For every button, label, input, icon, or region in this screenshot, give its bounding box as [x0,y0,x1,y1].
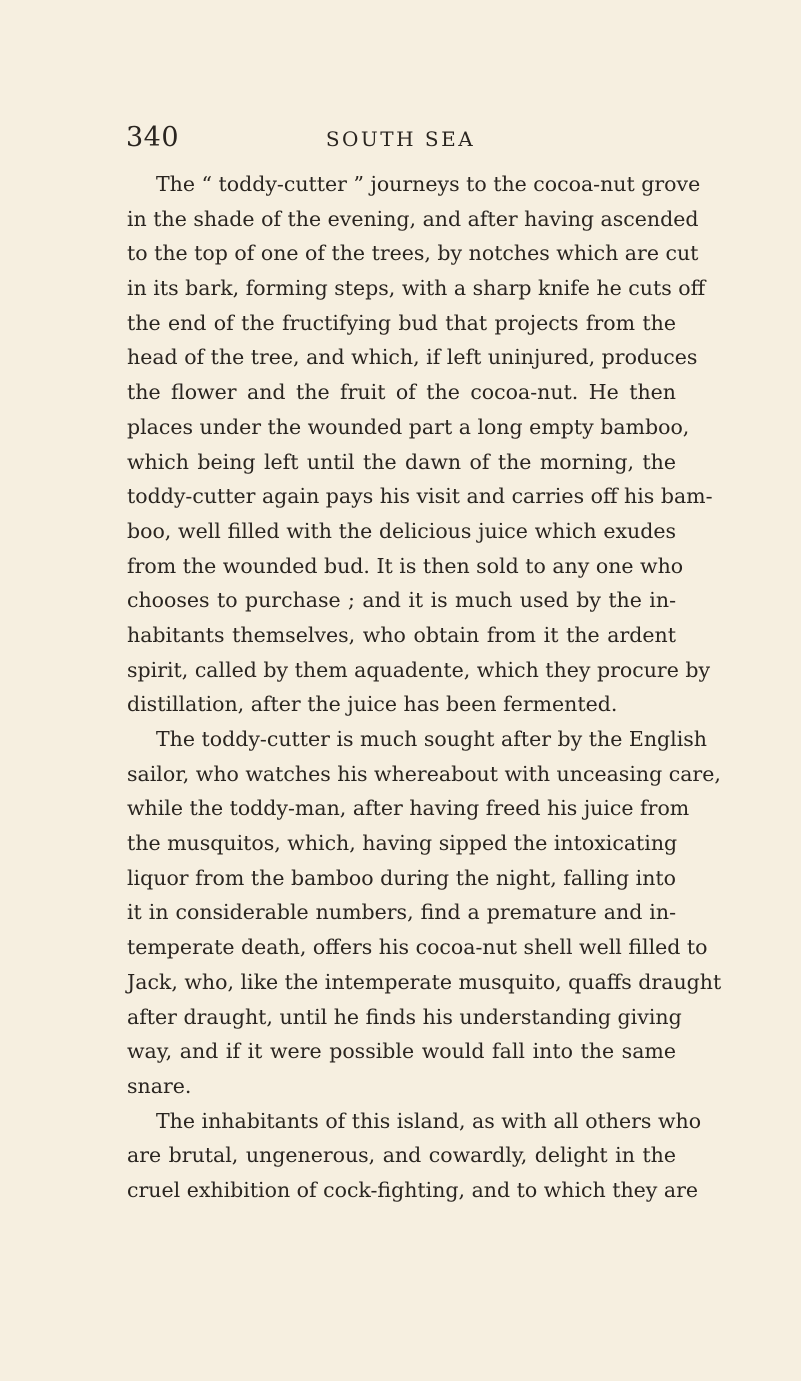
text-line: places under the wounded part a long empty bamboo, [127,414,690,439]
text-line: The “ toddy-cutter ” journeys to the cocoa-nut grove [156,172,701,196]
text-line: Jack, who, like the intemperate musquito, quaffs draught [127,969,722,994]
text-line: the musquitos, which, having sipped the intoxicating [127,831,678,856]
text-line: it in considerable numbers, find a premature and in- [127,900,676,925]
text-line: head of the tree, and which, if left uninjured, produces [127,345,698,370]
text-line: habitants themselves, who obtain from it the ardent [127,622,676,647]
text-line: to the top of one of the trees, by notches which are cut [127,241,699,266]
text-line: which being left until the dawn of the morning, the [127,449,676,474]
page-number: 340 [126,122,180,153]
text-line: while the toddy-man, after having freed his juice from [127,796,690,821]
text-line: boo, well filled with the delicious juice which exudes [127,518,676,543]
text-line: The toddy-cutter is much sought after by the English [156,727,707,751]
text-line: The inhabitants of this island, as with all others who [156,1108,702,1133]
text-line: distillation, after the juice has been fermented. [127,692,618,717]
text-line: toddy-cutter again pays his visit and carries off his bam- [127,484,713,509]
text-line: the flower and the fruit of the cocoa-nut. He then [127,380,676,405]
text-line: the end of the fructifying bud that projects from the [127,310,676,335]
text-line: temperate death, offers his cocoa-nut shell well filled to [127,935,708,960]
text-line: snare. [127,1073,192,1098]
body-text [127,167,722,1208]
text-line: chooses to purchase ; and it is much used by the in- [127,588,676,613]
text-line: in its bark, forming steps, with a sharp knife he cuts off [127,276,706,301]
text-line: after draught, until he finds his understanding giving [127,1004,682,1029]
running-head: SOUTH SEA [325,127,476,151]
text-line: from the wounded bud. It is then sold to any one who [127,553,684,578]
text-line: liquor from the bamboo during the night, falling into [127,865,676,890]
text-line: are brutal, ungenerous, and cowardly, delight in the [127,1143,676,1168]
text-line: way, and if it were possible would fall into the same [127,1039,676,1064]
text-line: cruel exhibition of cock-fighting, and to which they are [127,1177,699,1202]
text-line: sailor, who watches his whereabout with unceasing care, [127,761,721,786]
text-line: in the shade of the evening, and after having ascended [127,206,699,231]
text-line: spirit, called by them aquadente, which they procure by [127,657,711,682]
